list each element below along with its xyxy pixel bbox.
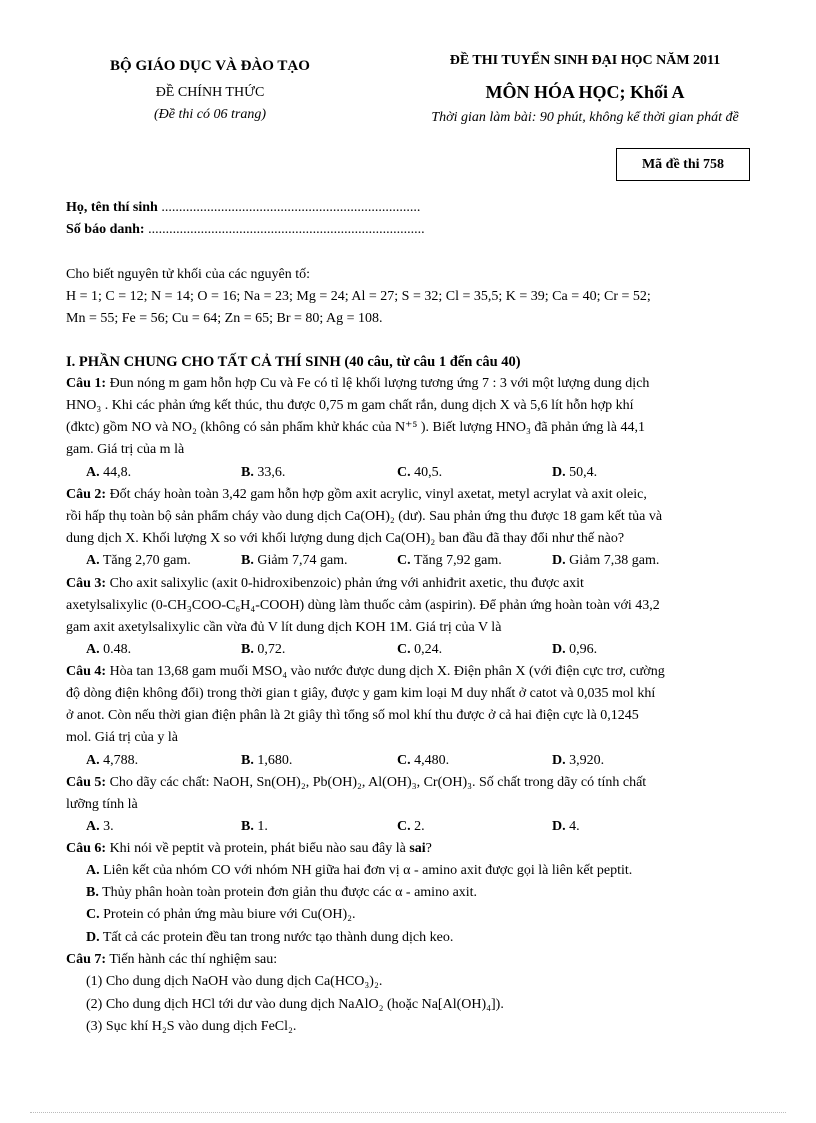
option-label: C. <box>86 907 100 922</box>
q2-option-c[interactable] <box>397 551 502 571</box>
q2-line-3: dung dịch X. Khối lượng X so với khối lượng dung dịch Ca(OH)₂ ban đầu đã thay đổi như thế nào? <box>66 531 625 546</box>
official-label: ĐỀ CHÍNH THỨC <box>155 85 265 100</box>
option-text: 0.48. <box>103 642 132 657</box>
q1-option-d[interactable] <box>552 463 597 483</box>
q1-option-c[interactable] <box>397 463 442 483</box>
option-text: 3. <box>103 819 114 834</box>
option-text: 1,680. <box>257 753 293 768</box>
q4-line-2: độ dòng điện không đổi) trong thời gian t giây, được y gam kim loại M duy nhất ở catot và 0,035 mol khí <box>66 686 656 701</box>
q1-line-1 <box>66 374 771 394</box>
option-label: A. <box>86 863 100 878</box>
q2-label: Câu 2: <box>66 487 107 502</box>
q2-option-a[interactable] <box>86 551 191 571</box>
q5-option-d[interactable] <box>552 817 580 837</box>
q1-line-3: (đktc) gồm NO và NO₂ (không có sản phẩm khử khác của N⁺⁵ ). Biết lượng HNO₃ đã phản ứng là 44,1 <box>66 420 646 435</box>
atomic-line-2: Mn = 55; Fe = 56; Cu = 64; Zn = 65; Br = 80; Ag = 108. <box>66 311 383 326</box>
option-label: B. <box>241 819 254 834</box>
option-label: D. <box>552 465 566 480</box>
q3-line-2: axetylsalixylic (0-CH₃COO-C₆H₄-COOH) dùng làm thuốc cảm (aspirin). Để phản ứng hoàn toàn với 43,2 <box>66 598 660 613</box>
candidate-id-dots: ............................................................................... <box>148 222 425 237</box>
q3-label: Câu 3: <box>66 576 107 591</box>
option-text: 3,920. <box>569 753 605 768</box>
q2-line-1 <box>66 485 771 505</box>
option-label: B. <box>241 465 254 480</box>
option-label: A. <box>86 819 100 834</box>
option-text: Giảm 7,74 gam. <box>257 553 348 568</box>
option-label: B. <box>241 642 254 657</box>
option-label: B. <box>86 885 99 900</box>
option-text: 0,24. <box>414 642 443 657</box>
q4-text-1: Hòa tan 13,68 gam muối MSO₄ vào nước được dung dịch X. Điện phân X (với điện cực trơ, cường <box>109 664 665 679</box>
q7-experiment-3: (3) Sục khí H₂S vào dung dịch FeCl₂. <box>86 1019 297 1034</box>
q1-line-2: HNO₃ . Khi các phản ứng kết thúc, thu được 0,75 m gam chất rắn, dung dịch X và 5,6 lít hỗn hợp khí <box>66 398 634 413</box>
option-label: C. <box>397 819 411 834</box>
candidate-name-dots: .......................................................................... <box>161 200 421 215</box>
option-text: Tất cả các protein đều tan trong nước tạo thành dung dịch keo. <box>102 930 454 945</box>
q4-option-d[interactable] <box>552 751 604 771</box>
option-text: 4,788. <box>103 753 139 768</box>
pages-note: (Đề thi có 06 trang) <box>154 107 266 122</box>
exam-title: ĐỀ THI TUYỂN SINH ĐẠI HỌC NĂM 2011 <box>449 53 721 68</box>
option-text: Thủy phân hoàn toàn protein đơn giản thu được các α - amino axit. <box>102 885 478 900</box>
q6-option-a[interactable] <box>86 861 632 881</box>
q3-line-1 <box>66 574 771 594</box>
q6-stem-end: ? <box>425 841 432 856</box>
subject-title: MÔN HÓA HỌC; Khối A <box>485 82 685 102</box>
candidate-id-line <box>66 220 771 240</box>
q3-line-3: gam axit axetylsalixylic cần vừa đủ V lít dung dịch KOH 1M. Giá trị của V là <box>66 620 502 635</box>
q2-text-1: Đốt cháy hoàn toàn 3,42 gam hỗn hợp gồm axit acrylic, vinyl axetat, metyl acrylat và axit oleic, <box>109 487 647 502</box>
q3-option-d[interactable] <box>552 640 597 660</box>
section-title: I. PHẦN CHUNG CHO TẤT CẢ THÍ SINH (40 câu, từ câu 1 đến câu 40) <box>66 354 521 370</box>
q6-option-b[interactable] <box>86 883 477 903</box>
option-text: 4. <box>569 819 580 834</box>
q5-line-2: lưỡng tính là <box>66 797 138 812</box>
q7-label: Câu 7: <box>66 952 107 967</box>
q4-option-a[interactable] <box>86 751 138 771</box>
option-label: C. <box>397 465 411 480</box>
option-label: C. <box>397 553 411 568</box>
option-text: 0,72. <box>257 642 286 657</box>
exam-code: Mã đề thi 758 <box>641 156 725 172</box>
q4-label: Câu 4: <box>66 664 107 679</box>
q6-option-c[interactable] <box>86 905 356 925</box>
q7-experiment-1: (1) Cho dung dịch NaOH vào dung dịch Ca(HCO₃)₂. <box>86 974 383 989</box>
q5-option-b[interactable] <box>241 817 268 837</box>
exam-code-box <box>616 148 750 181</box>
q4-option-c[interactable] <box>397 751 449 771</box>
q7-experiment-2: (2) Cho dung dịch HCl tới dư vào dung dịch NaAlO₂ (hoặc Na[Al(OH)₄]). <box>86 997 504 1012</box>
q1-text-1: Đun nóng m gam hỗn hợp Cu và Fe có tỉ lệ khối lượng tương ứng 7 : 3 với một lượng dung dịch <box>109 376 650 391</box>
option-label: A. <box>86 753 100 768</box>
atomic-line-1: H = 1; C = 12; N = 14; O = 16; Na = 23; Mg = 24; Al = 27; S = 32; Cl = 35,5; K = 39; Ca = 40; Cr = 52; <box>66 289 651 304</box>
q2-option-b[interactable] <box>241 551 348 571</box>
option-label: D. <box>552 553 566 568</box>
option-text: 2. <box>414 819 425 834</box>
q1-label: Câu 1: <box>66 376 107 391</box>
option-label: C. <box>397 642 411 657</box>
duration-note: Thời gian làm bài: 90 phút, không kể thời gian phát đề <box>431 110 739 125</box>
option-label: A. <box>86 465 100 480</box>
option-text: Tăng 7,92 gam. <box>413 553 502 568</box>
option-text: Liên kết của nhóm CO với nhóm NH giữa hai đơn vị α - amino axit được gọi là liên kết peptit. <box>103 863 633 878</box>
q5-line-1 <box>66 773 771 793</box>
q6-option-d[interactable] <box>86 928 453 948</box>
option-label: A. <box>86 553 100 568</box>
candidate-name-label: Họ, tên thí sinh <box>66 200 158 215</box>
q6-line-1 <box>66 839 771 859</box>
q3-option-c[interactable] <box>397 640 442 660</box>
candidate-id-label: Số báo danh: <box>66 222 145 237</box>
q4-line-4: mol. Giá trị của y là <box>66 730 178 745</box>
q3-text-1: Cho axit salixylic (axit 0-hidroxibenzoic) phản ứng với anhiđrit axetic, thu được axit <box>109 576 584 591</box>
q4-line-3: ở anot. Còn nếu thời gian điện phân là 2t giây thì tổng số mol khí thu được ở cả hai điện cực là 0,1245 <box>66 708 639 723</box>
candidate-name-line <box>66 198 771 218</box>
option-text: 4,480. <box>414 753 450 768</box>
q6-stem: Khi nói về peptit và protein, phát biểu nào sau đây là <box>109 841 406 856</box>
q4-line-1 <box>66 662 771 682</box>
atomic-intro: Cho biết nguyên tử khối của các nguyên tố: <box>66 267 310 282</box>
q2-option-d[interactable] <box>552 551 659 571</box>
q5-option-a[interactable] <box>86 817 114 837</box>
q5-text-1: Cho dãy các chất: NaOH, Sn(OH)₂, Pb(OH)₂, Al(OH)₃, Cr(OH)₃. Số chất trong dãy có tính chất <box>109 775 647 790</box>
option-text: Tăng 2,70 gam. <box>102 553 191 568</box>
option-text: Giảm 7,38 gam. <box>569 553 660 568</box>
option-text: 0,96. <box>569 642 598 657</box>
option-label: D. <box>552 819 566 834</box>
q6-label: Câu 6: <box>66 841 107 856</box>
ministry-name: BỘ GIÁO DỤC VÀ ĐÀO TẠO <box>110 58 310 74</box>
option-label: C. <box>397 753 411 768</box>
option-label: B. <box>241 753 254 768</box>
q6-stem-emphasis: sai <box>409 841 426 856</box>
q2-line-2: rồi hấp thụ toàn bộ sản phẩm cháy vào dung dịch Ca(OH)₂ (dư). Sau phản ứng thu được 18 gam kết tủa và <box>66 509 663 524</box>
option-label: D. <box>552 642 566 657</box>
q5-label: Câu 5: <box>66 775 107 790</box>
option-text: 1. <box>257 819 268 834</box>
option-label: A. <box>86 642 100 657</box>
option-label: D. <box>86 930 100 945</box>
q3-option-a[interactable] <box>86 640 131 660</box>
q1-option-a[interactable] <box>86 463 131 483</box>
option-text: 44,8. <box>103 465 132 480</box>
option-text: 50,4. <box>569 465 598 480</box>
option-label: D. <box>552 753 566 768</box>
q7-stem: Tiến hành các thí nghiệm sau: <box>109 952 278 967</box>
option-text: 40,5. <box>414 465 443 480</box>
q1-line-4: gam. Giá trị của m là <box>66 442 185 457</box>
q3-option-b[interactable] <box>241 640 285 660</box>
q7-line-1 <box>66 950 771 970</box>
option-text: 33,6. <box>257 465 286 480</box>
q5-option-c[interactable] <box>397 817 425 837</box>
option-label: B. <box>241 553 254 568</box>
option-text: Protein có phản ứng màu biure với Cu(OH)₂. <box>103 907 356 922</box>
q1-option-b[interactable] <box>241 463 285 483</box>
q4-option-b[interactable] <box>241 751 292 771</box>
page-bottom-divider <box>30 1112 786 1113</box>
